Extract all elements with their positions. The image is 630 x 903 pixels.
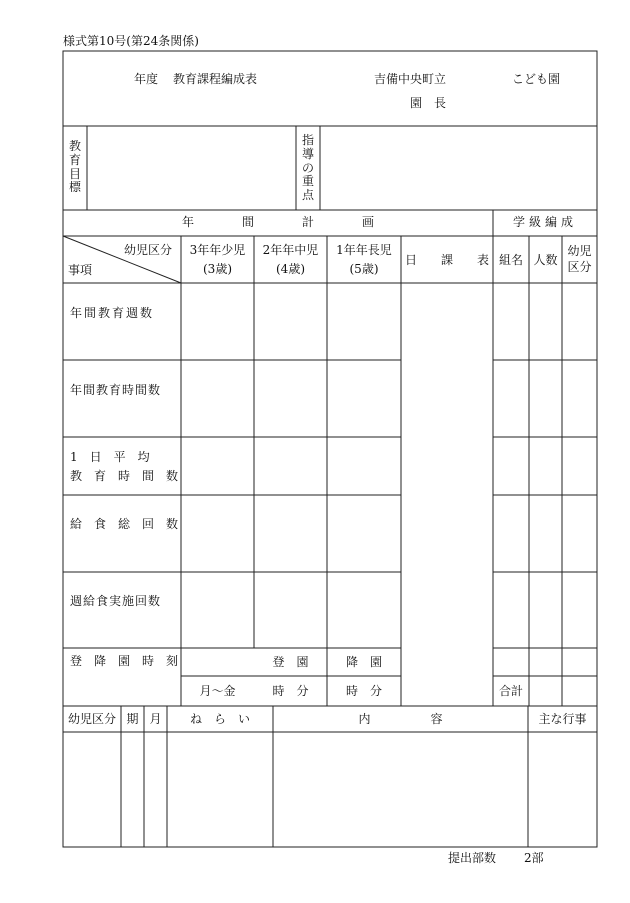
class-composition-heading: 学級編成 [512,215,577,229]
arrive-label: 登 園 [272,655,309,669]
copies-label: 提出部数 [448,851,497,865]
municipality-label: 吉備中央町立 [374,72,447,86]
diagonal-top-label: 幼児区分 [124,243,173,257]
document-title: 教育課程編成表 [173,72,258,86]
daily-schedule-heading: 日 課 表 [404,253,489,267]
age5-line2: (5歳) [349,262,379,276]
diagonal-bottom-label: 事項 [68,263,93,277]
main-events-header: 主な行事 [538,712,587,726]
row-weeks-label: 年間教育週数 [70,306,155,320]
copies-value: 2部 [524,851,544,865]
row-hours-label: 年間教育時間数 [70,383,162,397]
row-weekly-meals-label: 週給食実施回数 [70,594,162,608]
age4-line2: (4歳) [276,262,305,276]
class-name-heading: 組名 [498,253,523,267]
age5-line1: 1年年長児 [336,243,392,257]
month-header: 月 [149,712,162,726]
bottom-child-category-header: 幼児区分 [67,712,116,726]
guidance-focus-field[interactable] [321,127,596,209]
leave-time: 時 分 [345,684,382,698]
row-meals-total-label: 給 食 総 回 数 [70,517,179,531]
headcount-heading: 人数 [533,253,558,267]
total-label: 合計 [498,684,523,698]
guidance-focus-label: 指導の重点 [301,133,314,203]
weekdays-label: 月〜金 [199,684,236,698]
age3-line2: (3歳) [203,262,232,276]
row-daily-avg-line2: 教 育 時 間 数 [70,469,179,483]
row-daily-avg-line1: 1 日 平 均 [70,450,150,464]
attendance-time-label: 登 降 園 時 刻 [70,654,179,668]
form-number: 様式第10号(第24条関係) [63,34,199,48]
age4-line1: 2年年中児 [262,243,319,257]
aims-header: ね ら い [189,712,250,726]
education-goal-field[interactable] [88,127,295,209]
annual-plan-heading: 年 間 計 画 [181,215,374,229]
education-goal-label: 教育目標 [68,139,81,195]
leave-label: 降 園 [345,655,382,669]
content-header: 内 容 [358,712,443,726]
principal-label: 園 長 [410,96,447,110]
school-name: こども園 [512,72,561,86]
year-label: 年度 [134,72,159,86]
period-header: 期 [126,712,139,726]
arrive-time: 時 分 [272,684,309,698]
child-category-heading: 幼児区分 [567,244,592,275]
age3-line1: 3年年少児 [189,243,246,257]
